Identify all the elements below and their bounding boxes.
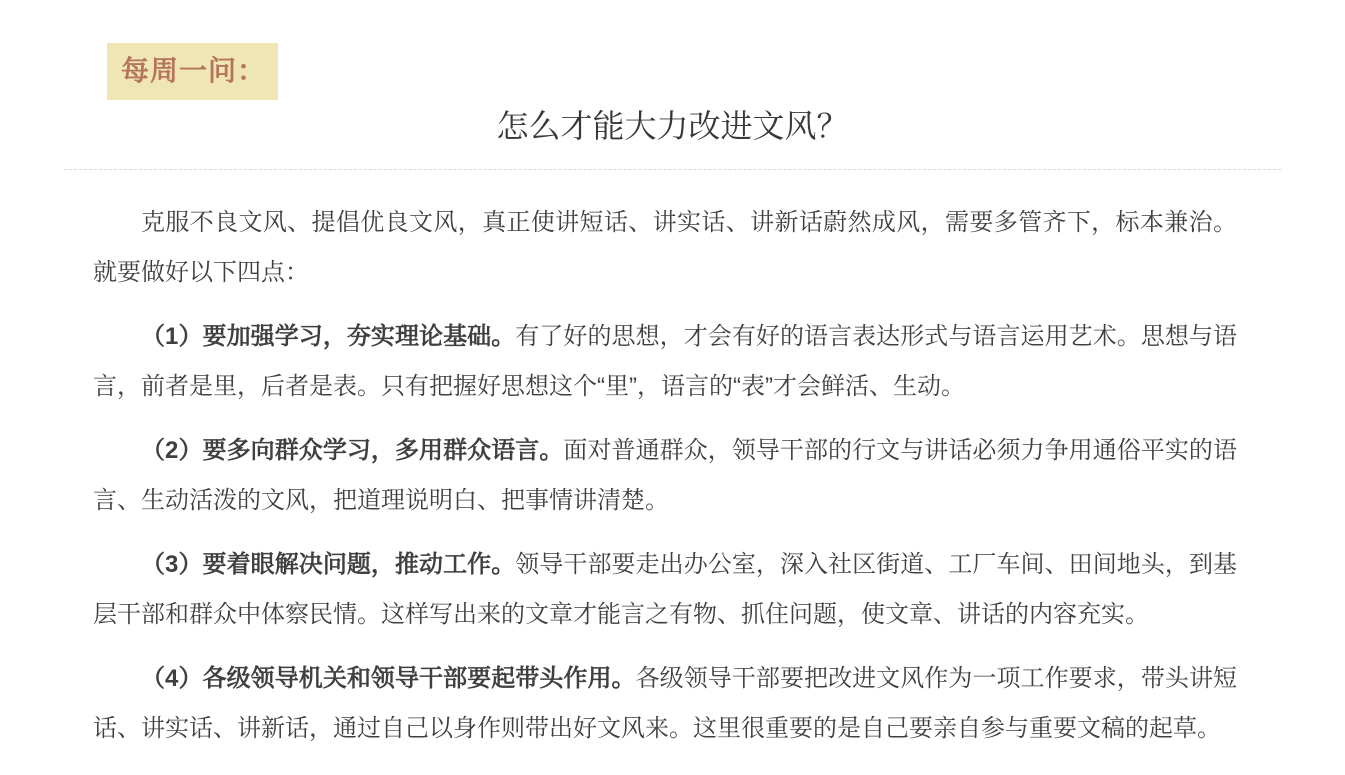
page-title: 怎么才能大力改进文风？: [496, 108, 849, 144]
article-content: [93, 198, 1237, 754]
point-paragraph-1: [93, 312, 1237, 412]
weekly-question-badge: [107, 43, 278, 100]
point-paragraph-3: [93, 540, 1237, 640]
point-4-lead: （4）各级领导机关和领导干部要起带头作用。: [141, 665, 636, 692]
point-paragraph-4: [93, 654, 1237, 754]
point-1-lead: （1）要加强学习，夯实理论基础。: [141, 323, 516, 350]
point-3-body: 领导干部要走出办公室，深入社区街道、工厂车间、田间地头，到基层干部和群众中体察民情。这样写出来的文章才能言之有物、抓住问题，使文章、讲话的内容充实。: [93, 551, 1237, 628]
dashed-divider: [64, 169, 1281, 170]
intro-paragraph: 克服不良文风、提倡优良文风，真正使讲短话、讲实话、讲新话蔚然成风，需要多管齐下，标本兼治。就要做好以下四点：: [93, 209, 1237, 286]
point-2-body: 面对普通群众，领导干部的行文与讲话必须力争用通俗平实的语言、生动活泼的文风，把道理说明白、把事情讲清楚。: [93, 437, 1237, 514]
point-1-body: 有了好的思想，才会有好的语言表达形式与语言运用艺术。思想与语言，前者是里，后者是表。只有把握好思想这个“里”，语言的“表”才会鲜活、生动。: [93, 323, 1237, 400]
weekly-question-badge-label: 每周一问：: [121, 55, 267, 86]
point-4-body: 各级领导干部要把改进文风作为一项工作要求，带头讲短话、讲实话、讲新话，通过自己以身作则带出好文风来。这里很重要的是自己要亲自参与重要文稿的起草。: [93, 665, 1238, 742]
point-3-lead: （3）要着眼解决问题，推动工作。: [141, 551, 516, 578]
point-paragraph-2: [93, 426, 1237, 526]
point-2-lead: （2）要多向群众学习，多用群众语言。: [141, 437, 564, 464]
